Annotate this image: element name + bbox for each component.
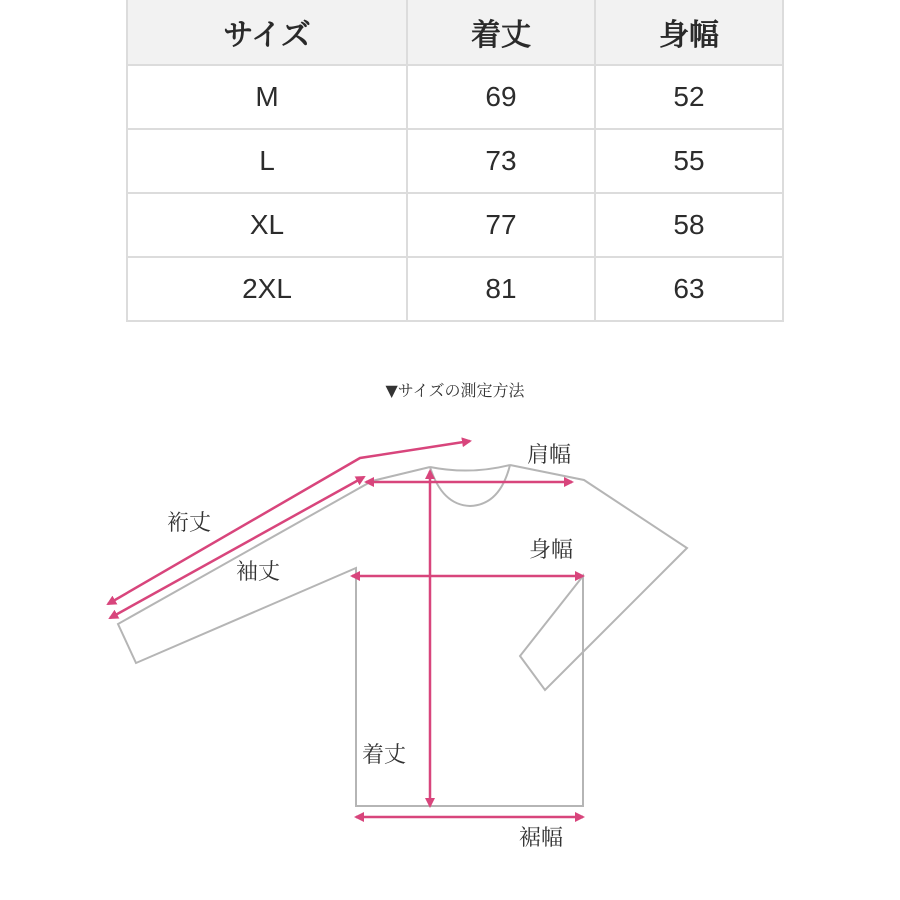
hem-width-label: 裾幅: [519, 826, 564, 851]
cell-size: 2XL: [127, 257, 407, 321]
body-length-label: 着丈: [362, 743, 407, 768]
measurement-lines: [108, 441, 583, 817]
shoulder-width-label: 肩幅: [527, 443, 572, 468]
header-length: 着丈: [407, 0, 595, 65]
cell-length: 81: [407, 257, 595, 321]
cell-size: M: [127, 65, 407, 129]
cell-length: 69: [407, 65, 595, 129]
cell-width: 52: [595, 65, 783, 129]
cell-width: 63: [595, 257, 783, 321]
header-width: 身幅: [595, 0, 783, 65]
cell-length: 73: [407, 129, 595, 193]
sleeve-length-label: 袖丈: [236, 560, 281, 585]
cell-size: XL: [127, 193, 407, 257]
collar-inner-outline: [430, 465, 510, 471]
cell-length: 77: [407, 193, 595, 257]
yuki-length-label: 裄丈: [167, 511, 212, 536]
measurement-caption: ▼サイズの測定方法: [385, 381, 525, 400]
body-width-label: 身幅: [529, 538, 574, 563]
cell-size: L: [127, 129, 407, 193]
yuki-length-line: [108, 441, 470, 604]
cell-width: 58: [595, 193, 783, 257]
cell-width: 55: [595, 129, 783, 193]
sleeve-length-line: [110, 477, 364, 618]
header-size: サイズ: [127, 0, 407, 65]
